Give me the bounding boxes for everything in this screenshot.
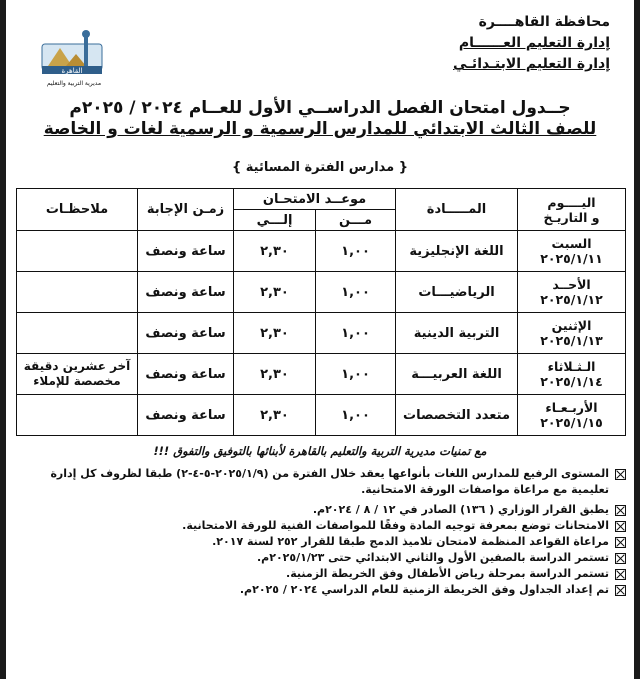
notes-cell: آخر عشرين دقيقة مخصصة للإملاء — [17, 354, 138, 395]
day-date-cell: الـثـلاثاء ٢٠٢٥/١/١٤ — [518, 354, 626, 395]
day-date-cell: الأربـعـاء ٢٠٢٥/١/١٥ — [518, 395, 626, 436]
header-duration: زمـن الإجابة — [138, 189, 234, 231]
header-day-date: اليــــوم و التاريـخ — [518, 189, 626, 231]
day-date-cell: الأحــد ٢٠٢٥/١/١٢ — [518, 272, 626, 313]
from-cell: ١,٠٠ — [316, 395, 396, 436]
subject-cell: التربية الدينية — [396, 313, 518, 354]
exam-schedule-table — [16, 188, 626, 436]
svg-text:القاهرة: القاهرة — [61, 67, 83, 75]
checkbox-icon — [615, 537, 626, 548]
general-education-label: إدارة التعليم العــــــام — [458, 35, 610, 51]
list-item: الامتحانات توضع بمعرفة توجيه المادة وفقًا للمواصفات الفنية للورقة الامتحانية. — [14, 518, 626, 534]
to-cell: ٢,٣٠ — [234, 272, 316, 313]
list-item: تستمر الدراسة بالصفين الأول والثاني الابتدائي حتى ٢٠٢٥/١/٢٣م. — [14, 550, 626, 566]
to-cell: ٢,٣٠ — [234, 313, 316, 354]
checkbox-icon — [615, 553, 626, 564]
table-row — [17, 272, 626, 313]
to-cell: ٢,٣٠ — [234, 395, 316, 436]
governorate-label: محافظة القاهــــرة — [478, 14, 610, 30]
notes-cell — [17, 272, 138, 313]
table-row — [17, 231, 626, 272]
right-border — [634, 0, 640, 679]
notes-cell — [17, 231, 138, 272]
duration-cell: ساعة ونصف — [138, 313, 234, 354]
duration-cell: ساعة ونصف — [138, 231, 234, 272]
header-subject: المـــــادة — [396, 189, 518, 231]
checkbox-icon — [615, 585, 626, 596]
list-item: المستوى الرفيع للمدارس اللغات بأنواعها يعقد خلال الفترة من (٢٠٢٥/١/٩-٥-٤-٢) طبقا لظروف كل إدارة تعليمية مع مراعاة مواصفات الورقة الامتحانية. — [14, 466, 626, 498]
checkbox-icon — [615, 521, 626, 532]
checkbox-icon — [615, 469, 626, 480]
wishes-line: مع تمنيات مديرية التربية والتعليم بالقاهرة لأبنائها بالتوفيق والتفوق !!! — [153, 444, 487, 458]
table-row — [17, 395, 626, 436]
duration-cell: ساعة ونصف — [138, 354, 234, 395]
grade-title: للصف الثالث الابتدائي للمدارس الرسمية و الرسمية لغات و الخاصة — [43, 119, 597, 139]
header-to: إلـــي — [234, 210, 316, 231]
left-border — [0, 0, 6, 679]
notes-cell — [17, 395, 138, 436]
shift-subtitle: { مدارس الفترة المسائية } — [231, 160, 409, 175]
schedule-title: جــدول امتحان الفصل الدراســي الأول للعــام ٢٠٢٤ / ٢٠٢٥م — [69, 98, 571, 118]
subject-cell: اللغة العربيـــة — [396, 354, 518, 395]
notes-list — [14, 466, 626, 598]
list-item: مراعاة القواعد المنظمة لامتحان تلاميذ الدمج طبقا للقرار ٢٥٢ لسنة ٢٠١٧. — [14, 534, 626, 550]
header-exam-time: موعــد الامتحـان — [234, 189, 396, 210]
primary-education-label: إدارة التعليم الابتـدائـي — [452, 56, 610, 72]
header-notes: ملاحظـات — [17, 189, 138, 231]
header-from: مـــن — [316, 210, 396, 231]
to-cell: ٢,٣٠ — [234, 231, 316, 272]
table-row — [17, 313, 626, 354]
duration-cell: ساعة ونصف — [138, 272, 234, 313]
checkbox-icon — [615, 569, 626, 580]
subject-cell: اللغة الإنجليزية — [396, 231, 518, 272]
from-cell: ١,٠٠ — [316, 231, 396, 272]
from-cell: ١,٠٠ — [316, 272, 396, 313]
logo-caption: مديرية التربية والتعليم — [46, 80, 102, 87]
subject-cell: الرياضيـــات — [396, 272, 518, 313]
from-cell: ١,٠٠ — [316, 354, 396, 395]
subject-cell: متعدد التخصصات — [396, 395, 518, 436]
list-item: يطبق القرار الوزاري ( ١٣٦) الصادر في ١٢ / ٨ / ٢٠٢٤م. — [14, 502, 626, 518]
day-date-cell: السبت ٢٠٢٥/١/١١ — [518, 231, 626, 272]
list-item: تستمر الدراسة بمرحلة رياض الأطفال وفق الخريطة الزمنية. — [14, 566, 626, 582]
list-item: تم إعداد الجداول وفق الخريطة الزمنية للعام الدراسي ٢٠٢٤ / ٢٠٢٥م. — [14, 582, 626, 598]
notes-cell — [17, 313, 138, 354]
from-cell: ١,٠٠ — [316, 313, 396, 354]
table-row — [17, 354, 626, 395]
checkbox-icon — [615, 505, 626, 516]
duration-cell: ساعة ونصف — [138, 395, 234, 436]
to-cell: ٢,٣٠ — [234, 354, 316, 395]
day-date-cell: الإثنين ٢٠٢٥/١/١٣ — [518, 313, 626, 354]
